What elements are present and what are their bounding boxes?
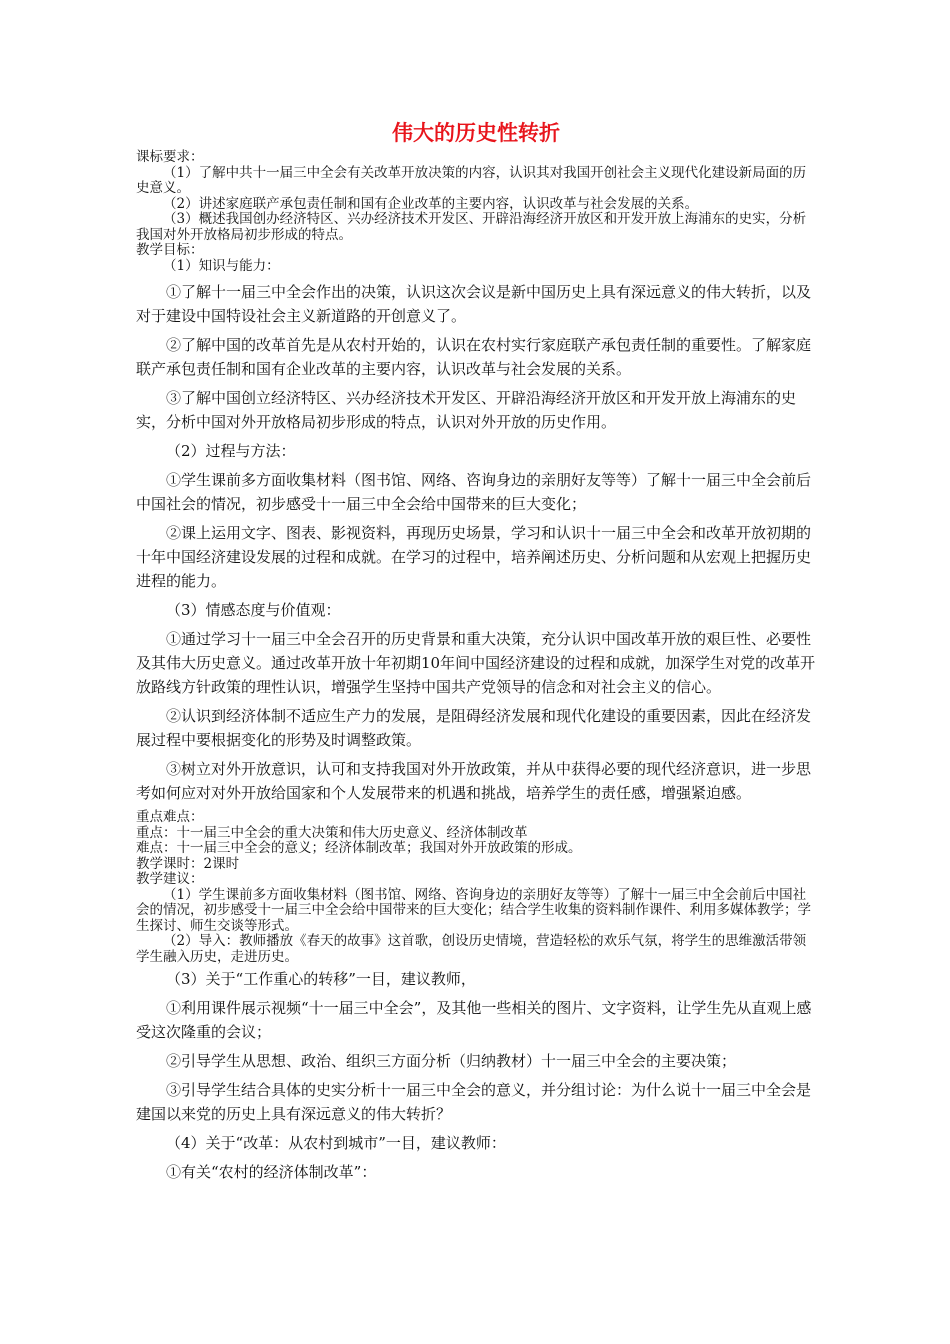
suggestion-4: （4）关于“改革：从农村到城市”一目，建议教师： bbox=[166, 1134, 506, 1152]
document-title: 伟大的历史性转折 bbox=[392, 121, 560, 145]
suggestion-4-item-1: ①有关“农村的经济体制改革”： bbox=[166, 1163, 377, 1181]
process-item-1: ①学生课前多方面收集材料（图书馆、网络、咨询身边的亲朋好友等等）了解十一届三中全会前后中国社会的情况，初步感受十一届三中全会给中国带来的巨大变化； bbox=[136, 471, 812, 513]
suggestion-3-item-3: ③引导学生结合具体的史实分析十一届三中全会的意义，并分组讨论：为什么说十一届三中全会是建国以来党的历史上具有深远意义的伟大转折？ bbox=[136, 1081, 812, 1123]
knowledge-item-1: ①了解十一届三中全会作出的决策，认识这次会议是新中国历史上具有深远意义的伟大转折，以及对于建设中国特设社会主义新道路的开创意义了。 bbox=[136, 283, 812, 325]
emotion-heading: （3）情感态度与价值观： bbox=[166, 601, 341, 619]
knowledge-item-3: ③了解中国创立经济特区、兴办经济技术开发区、开辟沿海经济开放区和开发开放上海浦东的史实，分析中国对外开放格局初步形成的特点，认识对外开放的历史作用。 bbox=[136, 389, 797, 431]
knowledge-heading: （1）知识与能力： bbox=[163, 257, 280, 274]
keypoints-heading: 重点难点： bbox=[136, 809, 204, 825]
suggestion-1: （1）学生课前多方面收集材料（图书馆、网络、咨询身边的亲朋好友等等）了解十一届三中全会前后中国社会的情况，初步感受十一届三中全会给中国带来的巨大变化；结合学生收集的资料制作课件、利用多媒体教学；学生探讨、师生交谈等形式。 bbox=[136, 886, 811, 934]
curriculum-item-3: （3）概述我国创办经济特区、兴办经济技术开发区、开辟沿海经济开放区和开发开放上海浦东的史实，分析我国对外开放格局初步形成的特点。 bbox=[136, 211, 807, 243]
suggestion-3-item-2: ②引导学生从思想、政治、组织三方面分析（归纳教材）十一届三中全会的主要决策； bbox=[166, 1052, 737, 1070]
keypoints-difficult: 难点：十一届三中全会的意义；经济体制改革；我国对外开放政策的形成。 bbox=[136, 840, 582, 856]
process-item-2: ②课上运用文字、图表、影视资料，再现历史场景，学习和认识十一届三中全会和改革开放初期的十年中国经济建设发展的过程和成就。在学习的过程中，培养阐述历史、分析问题和从宏观上把握历史进程的能力。 bbox=[136, 524, 812, 590]
curriculum-item-2: （2）讲述家庭联产承包责任制和国有企业改革的主要内容，认识改革与社会发展的关系。 bbox=[163, 195, 699, 212]
emotion-item-2: ②认识到经济体制不适应生产力的发展，是阻碍经济发展和现代化建设的重要因素，因此在经济发展过程中要根据变化的形势及时调整政策。 bbox=[136, 707, 812, 749]
keypoints-key: 重点：十一届三中全会的重大决策和伟大历史意义、经济体制改革 bbox=[136, 824, 528, 841]
suggestion-3-item-1: ①利用课件展示视频“十一届三中全会”，及其他一些相关的图片、文字资料，让学生先从直观上感受这次隆重的会议； bbox=[136, 999, 812, 1041]
document-page bbox=[136, 118, 816, 1189]
curriculum-heading: 课标要求： bbox=[136, 149, 204, 165]
suggestion-2: （2）导入：教师播放《春天的故事》这首歌，创设历史情境，营造轻松的欢乐气氛，将学生的思维激活带领学生融入历史，走进历史。 bbox=[136, 933, 807, 965]
knowledge-item-2: ②了解中国的改革首先是从农村开始的，认识在农村实行家庭联产承包责任制的重要性。了解家庭联产承包责任制和国有企业改革的主要内容，认识改革与社会发展的关系。 bbox=[136, 336, 812, 378]
process-heading: （2）过程与方法： bbox=[166, 442, 296, 460]
curriculum-item-1: （1）了解中共十一届三中全会有关改革开放决策的内容，认识其对我国开创社会主义现代化建设新局面的历史意义。 bbox=[136, 164, 807, 196]
emotion-item-3: ③树立对外开放意识，认可和支持我国对外开放政策，并从中获得必要的现代经济意识，进一步思考如何应对对外开放给国家和个人发展带来的机遇和挑战，培养学生的责任感，增强紧迫感。 bbox=[136, 760, 812, 802]
goals-heading: 教学目标： bbox=[136, 242, 204, 258]
teaching-hours: 教学课时：2课时 bbox=[136, 855, 240, 872]
suggestion-3: （3）关于“工作重心的转移”一目，建议教师， bbox=[166, 970, 476, 988]
suggestions-heading: 教学建议： bbox=[136, 871, 204, 887]
emotion-item-1: ①通过学习十一届三中全会召开的历史背景和重大决策，充分认识中国改革开放的艰巨性、必要性及其伟大历史意义。通过改革开放十年初期10年间中国经济建设的过程和成就，加深学生对党的改革开放路线方针政策的理性认识，增强学生坚持中国共产党领导的信念和对社会主义的信心。 bbox=[136, 630, 816, 696]
